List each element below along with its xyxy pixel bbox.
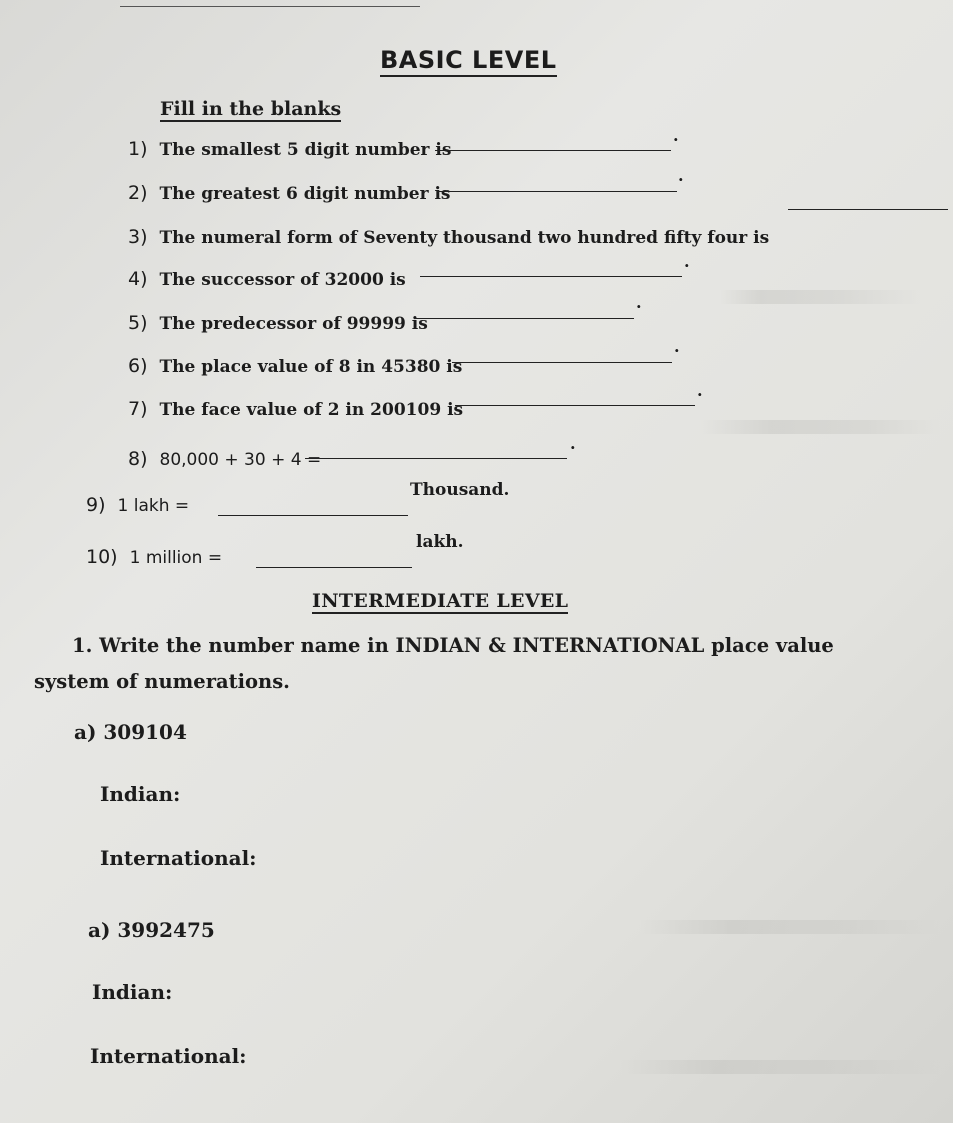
answer-blank-5[interactable] (414, 318, 634, 319)
question-number: 5) (128, 312, 148, 334)
unit-label: Thousand. (410, 480, 510, 500)
question-text: The place value of 8 in 45380 is (159, 357, 463, 377)
question-number: 7) (128, 398, 148, 420)
question-10 (86, 546, 222, 568)
question-number: 4) (128, 268, 148, 290)
question-text: 1 million = (129, 548, 223, 568)
indian-label: Indian: (92, 980, 173, 1004)
answer-blank-9[interactable] (218, 515, 408, 516)
part-a-label: a) 3992475 (88, 918, 215, 942)
question-text: 80,000 + 30 + 4 = (159, 450, 322, 470)
period: . (673, 126, 679, 145)
bleed-through-texture (720, 290, 920, 304)
question-5 (128, 312, 428, 334)
intermediate-heading: INTERMEDIATE LEVEL (312, 590, 569, 612)
answer-blank-4[interactable] (420, 276, 682, 277)
question-text: 1. Write the number name in INDIAN & INTERNATIONAL place value (72, 634, 834, 657)
question-number: 9) (86, 494, 106, 516)
question-text: The numeral form of Seventy thousand two hundred fifty four is (159, 228, 770, 248)
question-9 (86, 494, 189, 516)
question-text: The greatest 6 digit number is (159, 184, 451, 204)
unit-label: lakh. (416, 532, 464, 552)
top-border-line (120, 0, 420, 7)
question-4 (128, 268, 406, 290)
answer-blank-8[interactable] (305, 458, 567, 459)
question-text: The successor of 32000 is (159, 270, 406, 290)
bleed-through-texture (620, 1060, 940, 1074)
period: . (697, 381, 703, 400)
answer-blank-3[interactable] (788, 209, 948, 210)
question-number: 8) (128, 448, 148, 470)
answer-blank-1[interactable] (435, 150, 671, 151)
section-subtitle: Fill in the blanks (160, 98, 342, 120)
question-text: The predecessor of 99999 is (159, 314, 428, 334)
question-text-continued: system of numerations. (34, 670, 290, 693)
question-number: 2) (128, 182, 148, 204)
period: . (674, 337, 680, 356)
question-number: 10) (86, 546, 118, 568)
question-number: 3) (128, 226, 148, 248)
international-label: International: (90, 1044, 247, 1068)
page-title: BASIC LEVEL (380, 46, 557, 77)
period: . (570, 434, 576, 453)
period: . (636, 293, 642, 312)
question-7 (128, 398, 463, 420)
question-8 (128, 448, 321, 470)
answer-blank-10[interactable] (256, 567, 412, 568)
question-number: 1) (128, 138, 148, 160)
question-6 (128, 355, 462, 377)
international-label: International: (100, 846, 257, 870)
question-text: The smallest 5 digit number is (159, 140, 452, 160)
period: . (678, 166, 684, 185)
period: . (684, 252, 690, 271)
answer-blank-7[interactable] (455, 405, 695, 406)
question-number: 6) (128, 355, 148, 377)
answer-blank-6[interactable] (452, 362, 672, 363)
question-1 (128, 138, 451, 160)
question-2 (128, 182, 450, 204)
bleed-through-texture (640, 920, 940, 934)
question-3 (128, 226, 769, 248)
part-a-label: a) 309104 (74, 720, 187, 744)
bleed-through-texture (700, 420, 940, 434)
question-text: 1 lakh = (117, 496, 190, 516)
indian-label: Indian: (100, 782, 181, 806)
question-text: The face value of 2 in 200109 is (159, 400, 464, 420)
answer-blank-2[interactable] (437, 191, 677, 192)
